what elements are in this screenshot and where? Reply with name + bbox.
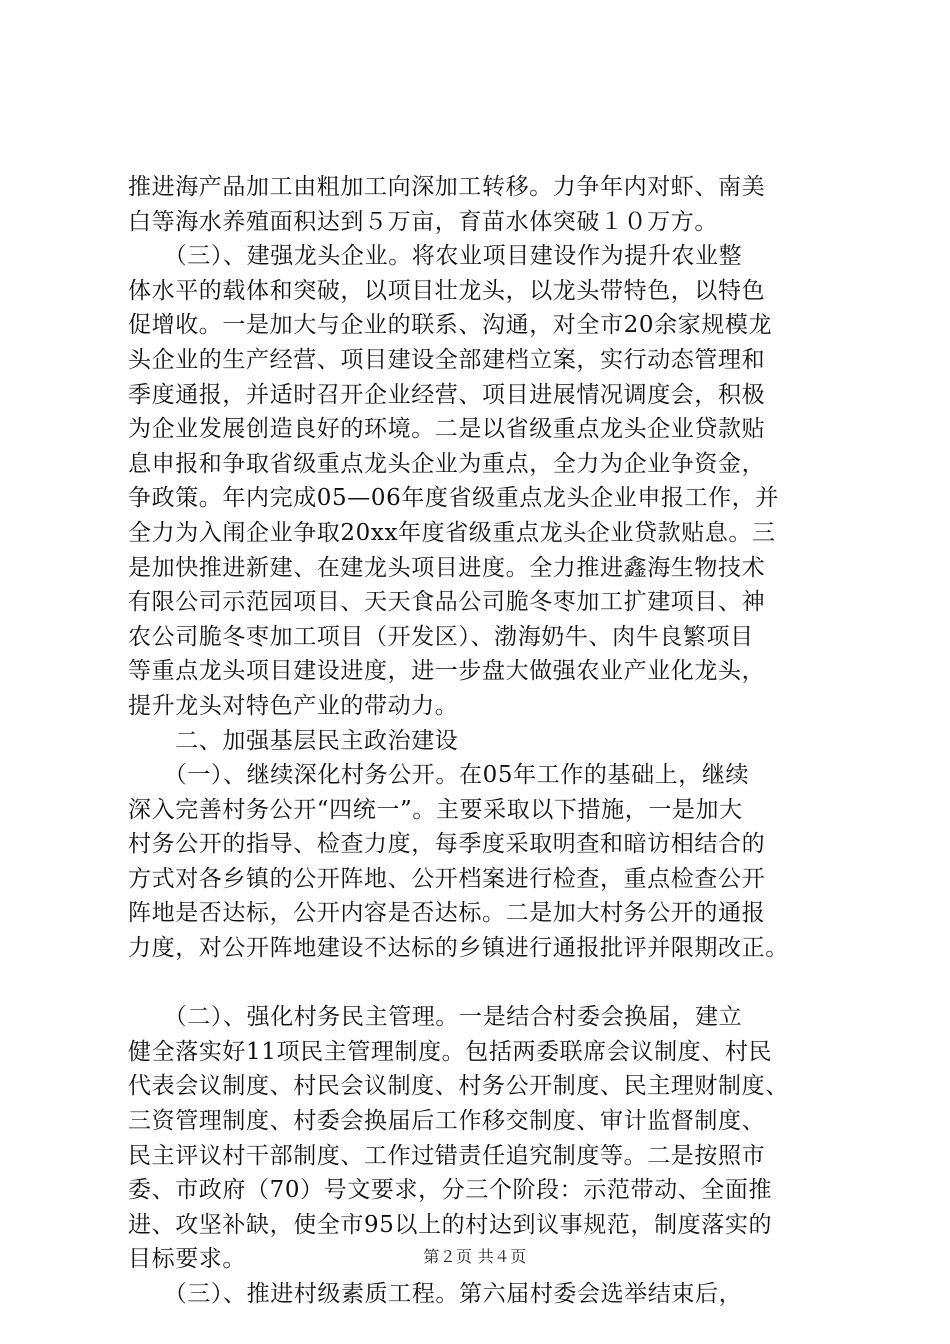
text-line: 方式对各乡镇的公开阵地、公开档案进行检查，重点检查公开	[128, 865, 766, 892]
text-line: （三）、建强龙头企业。将农业项目建设作为提升农业整	[128, 243, 743, 270]
text-line: （三）、推进村级素质工程。第六届村委会选举结束后，	[128, 1281, 743, 1307]
text-line: 代表会议制度、村民会议制度、村务公开制度、民主理财制度、	[128, 1073, 789, 1100]
text-line: 息申报和争取省级重点龙头企业为重点，全力为企业争资金，	[128, 450, 766, 477]
text-line: 进、攻坚补缺，使全市95以上的村达到议事规范，制度落实的	[128, 1211, 773, 1238]
text-line: 推进海产品加工由粗加工向深加工转移。力争年内对虾、南美	[128, 174, 766, 200]
text-line: 民主评议村干部制度、工作过错责任追究制度等。二是按照市	[128, 1142, 766, 1169]
page-number-footer: 第２页 共４页	[423, 1247, 527, 1266]
paragraph-gap	[128, 966, 828, 1001]
text-line: （一）、继续深化村务公开。在05年工作的基础上，继续	[128, 762, 750, 789]
text-line: 促增收。一是加大与企业的联系、沟通，对全市20余家规模龙	[128, 312, 773, 339]
text-line: 深入完善村务公开“四统一”。主要采取以下措施，一是加大	[128, 796, 743, 823]
text-line: 争政策。年内完成05—06年度省级重点龙头企业申报工作，并	[128, 485, 779, 512]
text-line: 头企业的生产经营、项目建设全部建档立案，实行动态管理和	[128, 346, 766, 373]
text-line: 力度，对公开阵地建设不达标的乡镇进行通报批评并限期改正。	[128, 935, 789, 962]
text-line: 季度通报，并适时召开企业经营、项目进展情况调度会，积极	[128, 381, 766, 408]
text-line: 村务公开的指导、检查力度，每季度采取明查和暗访相结合的	[128, 831, 766, 858]
text-line: 有限公司示范园项目、天天食品公司脆冬枣加工扩建项目、神	[128, 589, 766, 616]
text-line: （二）、强化村务民主管理。一是结合村委会换届，建立	[128, 1004, 743, 1031]
text-line: 是加快推进新建、在建龙头项目进度。全力推进鑫海生物技术	[128, 554, 766, 581]
text-line: 体水平的载体和突破，以项目壮龙头，以龙头带特色，以特色	[128, 277, 766, 304]
text-line: 提升龙头对特色产业的带动力。	[128, 692, 459, 719]
text-line: 委、市政府（70）号文要求，分三个阶段：示范带动、全面推	[128, 1177, 773, 1204]
text-line: 全力为入闱企业争取20xx年度省级重点龙头企业贷款贴息。三	[128, 519, 776, 546]
text-line: 白等海水养殖面积达到５万亩，育苗水体突破１０万方。	[128, 208, 718, 235]
text-line: 目标要求。	[128, 1246, 246, 1273]
body-text	[128, 170, 828, 1312]
text-line: 农公司脆冬枣加工项目（开发区）、渤海奶牛、肉牛良繁项目	[128, 623, 754, 650]
text-line: 为企业发展创造良好的环境。二是以省级重点龙头企业贷款贴	[128, 416, 766, 443]
text-line: 阵地是否达标，公开内容是否达标。二是加大村务公开的通报	[128, 900, 766, 927]
section-heading: 二、加强基层民主政治建设	[128, 727, 459, 754]
text-line: 等重点龙头项目建设进度，进一步盘大做强农业产业化龙头，	[128, 658, 766, 685]
text-line: 健全落实好11项民主管理制度。包括两委联席会议制度、村民	[128, 1038, 773, 1065]
text-line: 三资管理制度、村委会换届后工作移交制度、审计监督制度、	[128, 1108, 766, 1135]
